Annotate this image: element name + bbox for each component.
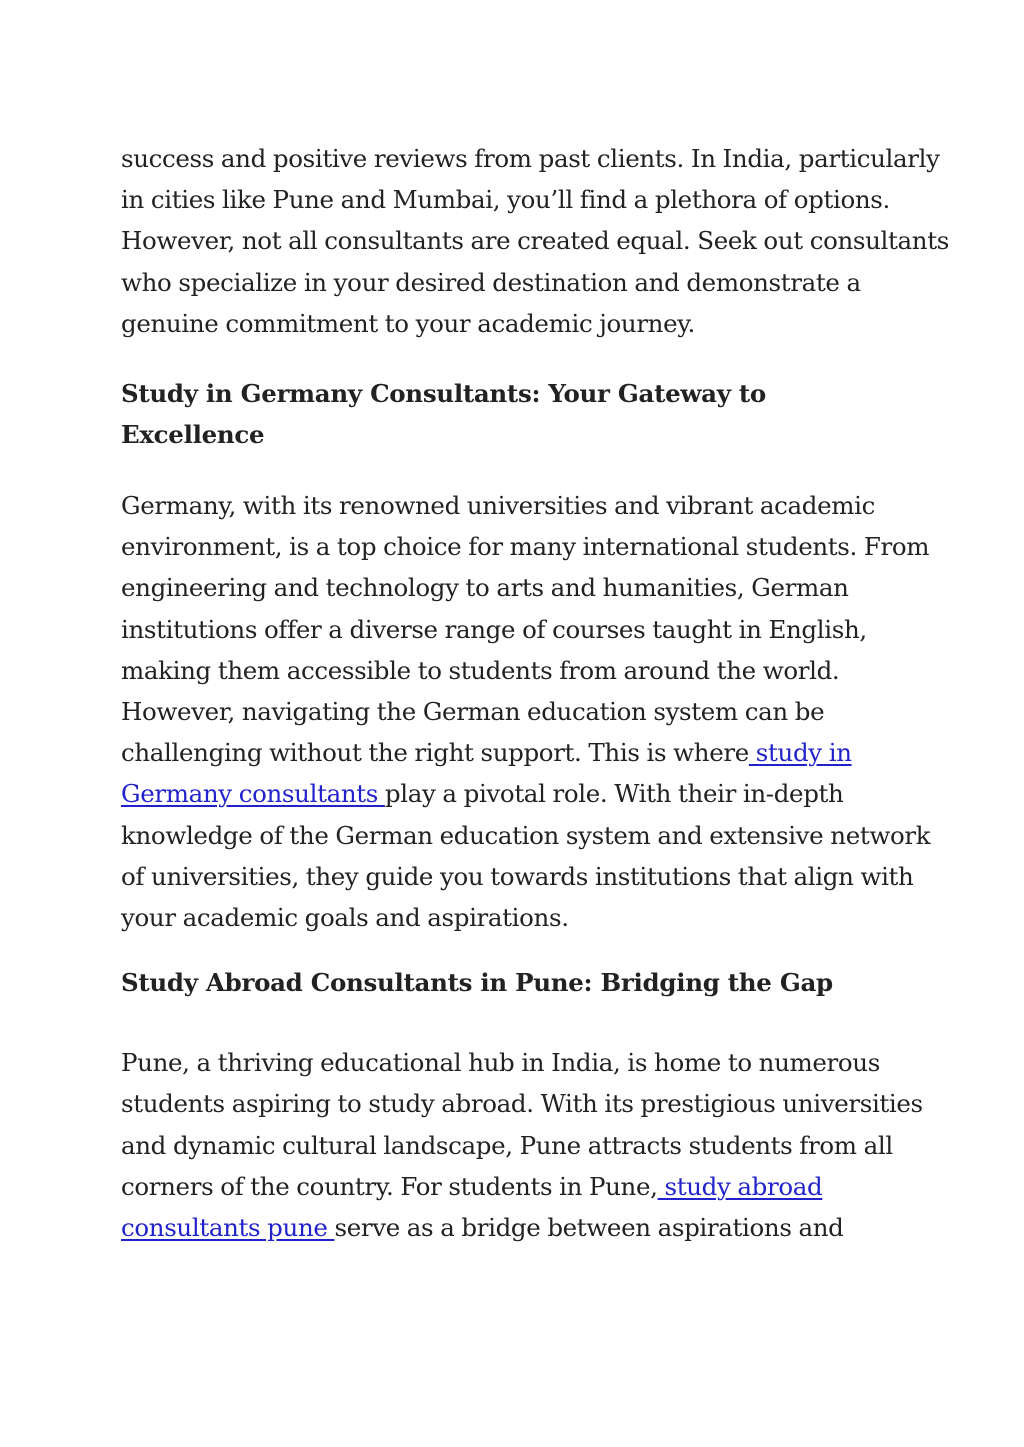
heading-line: Excellence — [121, 420, 265, 450]
heading-line: Study in Germany Consultants: Your Gateway to — [121, 379, 766, 409]
heading-study-in-germany — [121, 373, 911, 455]
study-abroad-consultants-pune-link[interactable]: study abroad — [657, 1171, 823, 1201]
text-line: environment, is a top choice for many international students. From — [121, 532, 930, 562]
text-line: students aspiring to study abroad. With its prestigious universities — [121, 1089, 923, 1119]
study-in-germany-consultants-link-cont[interactable]: Germany consultants — [121, 779, 385, 809]
text-fragment: serve as a bridge between aspirations and — [334, 1213, 844, 1243]
heading-study-abroad-pune — [121, 962, 911, 1003]
text-fragment: challenging without the right support. This is where — [121, 738, 749, 768]
text-line: genuine commitment to your academic journey. — [121, 308, 695, 338]
text-fragment: corners of the country. For students in Pune, — [121, 1171, 658, 1201]
text-line: knowledge of the German education system and extensive network — [121, 820, 931, 850]
document-page — [121, 138, 949, 1248]
heading-line: Study Abroad Consultants in Pune: Bridging the Gap — [121, 968, 833, 998]
text-fragment: play a pivotal role. With their in-depth — [384, 779, 844, 809]
text-line: and dynamic cultural landscape, Pune attracts students from all — [121, 1130, 893, 1160]
text-line: However, not all consultants are created equal. Seek out consultants — [121, 226, 949, 256]
text-line: Pune, a thriving educational hub in India, is home to numerous — [121, 1048, 880, 1078]
paragraph-germany — [121, 485, 931, 938]
text-line: success and positive reviews from past clients. In India, particularly — [121, 144, 940, 173]
paragraph-pune — [121, 1042, 923, 1248]
study-abroad-consultants-pune-link-cont[interactable]: consultants pune — [121, 1213, 335, 1243]
text-line — [121, 732, 911, 773]
text-line: making them accessible to students from around the world. — [121, 655, 840, 685]
text-line: Germany, with its renowned universities and vibrant academic — [121, 491, 876, 521]
text-line — [121, 773, 911, 814]
text-line: However, navigating the German education system can be — [121, 697, 825, 727]
paragraph-consultant-selection — [121, 138, 949, 344]
text-line: in cities like Pune and Mumbai, you’ll find a plethora of options. — [121, 185, 890, 215]
text-line — [121, 1166, 911, 1207]
study-in-germany-consultants-link[interactable]: study in — [748, 738, 852, 768]
text-line — [121, 1207, 911, 1248]
text-line: of universities, they guide you towards institutions that align with — [121, 861, 914, 891]
text-line: engineering and technology to arts and humanities, German — [121, 573, 849, 603]
text-line: your academic goals and aspirations. — [121, 903, 569, 933]
text-line: institutions offer a diverse range of courses taught in English, — [121, 614, 867, 644]
text-line: who specialize in your desired destination and demonstrate a — [121, 267, 861, 297]
